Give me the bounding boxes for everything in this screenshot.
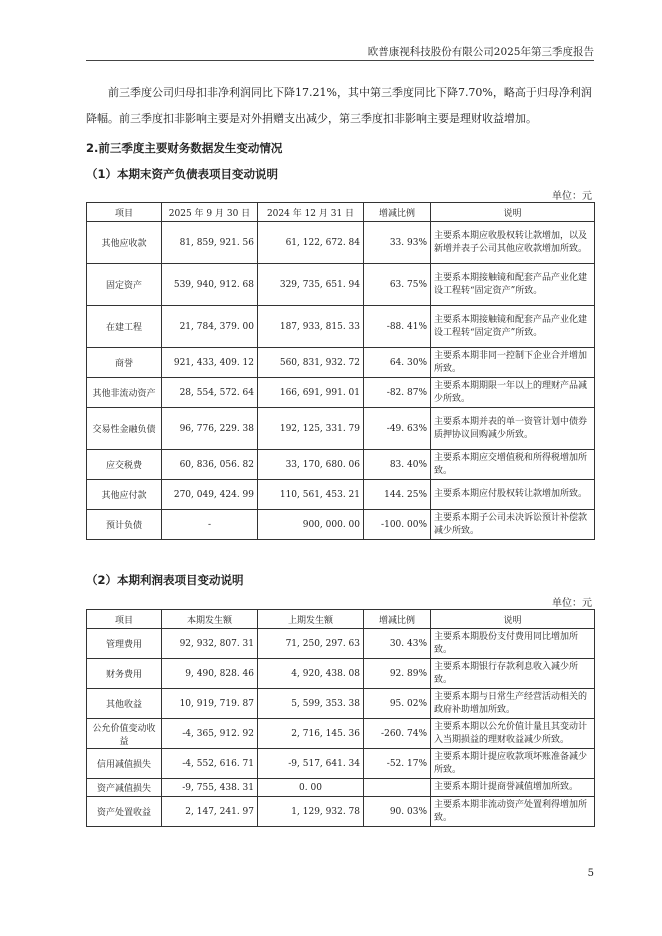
table-row	[87, 659, 595, 689]
balance-unit: 单位：元	[552, 191, 592, 202]
cell-change: 92. 89%	[364, 659, 431, 689]
cell-note: 主要系本期银行存款利息收入减少所致。	[431, 659, 595, 689]
cell-current: -	[162, 510, 258, 540]
balance-table	[86, 202, 595, 540]
cell-change: -100. 00%	[364, 510, 431, 540]
cell-current: 2, 147, 241. 97	[162, 797, 258, 827]
cell-change: -52. 17%	[364, 749, 431, 779]
cell-current: 539, 940, 912. 68	[162, 264, 258, 306]
cell-current: 9, 490, 828. 46	[162, 659, 258, 689]
cell-previous: 192, 125, 331. 79	[258, 408, 364, 450]
page-header: 欧普康视科技股份有限公司2025年第三季度报告	[86, 44, 594, 61]
cell-change: 95. 02%	[364, 689, 431, 719]
intro-paragraph: 前三季度公司归母扣非净利润同比下降17.21%，其中第三季度同比下降7.70%，略高于归母净利润降幅。前三季度扣非影响主要是对外捐赠支出减少，第三季度扣非影响主要是理财收益增加。	[86, 86, 592, 125]
balance-section-title: （1）本期末资产负债表项目变动说明	[86, 167, 278, 181]
table-row	[87, 348, 595, 378]
cell-change: 33. 93%	[364, 222, 431, 264]
cell-change	[364, 779, 431, 797]
col-item: 项目	[87, 203, 162, 222]
cell-change: -260. 74%	[364, 719, 431, 749]
cell-change: 83. 40%	[364, 450, 431, 480]
table-row	[87, 222, 595, 264]
cell-current: 81, 859, 921. 56	[162, 222, 258, 264]
cell-item: 财务费用	[87, 659, 162, 689]
cell-current: -4, 365, 912. 92	[162, 719, 258, 749]
cell-note: 主要系本期应交增值税和所得税增加所致。	[431, 450, 595, 480]
cell-previous: 166, 691, 991. 01	[258, 378, 364, 408]
table-row	[87, 480, 595, 510]
cell-previous: 4, 920, 438. 08	[258, 659, 364, 689]
cell-item: 资产处置收益	[87, 797, 162, 827]
income-section-title: （2）本期利润表项目变动说明	[86, 573, 244, 587]
balance-header-row	[87, 203, 595, 222]
table-row	[87, 450, 595, 480]
section-2-title: 2.前三季度主要财务数据发生变动情况	[86, 141, 283, 155]
cell-item: 商誉	[87, 348, 162, 378]
cell-item: 其他非流动资产	[87, 378, 162, 408]
cell-previous: 110, 561, 453. 21	[258, 480, 364, 510]
cell-note: 主要系本期应收股权转让款增加，以及新增并表子公司其他应收款增加所致。	[431, 222, 595, 264]
cell-change: 90. 03%	[364, 797, 431, 827]
col-note: 说明	[431, 203, 595, 222]
cell-previous: 2, 716, 145. 36	[258, 719, 364, 749]
cell-note: 主要系本期股份支付费用同比增加所致。	[431, 629, 595, 659]
cell-current: 21, 784, 379. 00	[162, 306, 258, 348]
cell-previous: 329, 735, 651. 94	[258, 264, 364, 306]
cell-item: 应交税费	[87, 450, 162, 480]
cell-note: 主要系本期接触镜和配套产品产业化建设工程转“固定资产”所致。	[431, 306, 595, 348]
cell-item: 其他应收款	[87, 222, 162, 264]
cell-note: 主要系本期与日常生产经营活动相关的政府补助增加所致。	[431, 689, 595, 719]
cell-previous: 0. 00	[258, 779, 364, 797]
page-number: 5	[587, 868, 594, 879]
cell-previous: 560, 831, 932. 72	[258, 348, 364, 378]
cell-previous: 900, 000. 00	[258, 510, 364, 540]
cell-item: 信用减值损失	[87, 749, 162, 779]
cell-current: 28, 554, 572. 64	[162, 378, 258, 408]
table-row	[87, 264, 595, 306]
cell-change: 64. 30%	[364, 348, 431, 378]
cell-note: 主要系本期计提应收款项坏账准备减少所致。	[431, 749, 595, 779]
cell-previous: 5, 599, 353. 38	[258, 689, 364, 719]
cell-change: -49. 63%	[364, 408, 431, 450]
income-header-row	[87, 610, 595, 629]
cell-note: 主要系本期以公允价值计量且其变动计入当期损益的理财收益减少所致。	[431, 719, 595, 749]
col-previous: 2024 年 12 月 31 日	[258, 203, 364, 222]
cell-previous: -9, 517, 641. 34	[258, 749, 364, 779]
cell-item: 资产减值损失	[87, 779, 162, 797]
cell-change: -88. 41%	[364, 306, 431, 348]
income-table	[86, 609, 595, 827]
cell-previous: 71, 250, 297. 63	[258, 629, 364, 659]
cell-item: 在建工程	[87, 306, 162, 348]
table-row	[87, 408, 595, 450]
col-previous: 上期发生额	[258, 610, 364, 629]
cell-item: 固定资产	[87, 264, 162, 306]
table-row	[87, 306, 595, 348]
cell-note: 主要系本期应付股权转让款增加所致。	[431, 480, 595, 510]
table-row	[87, 378, 595, 408]
cell-change: 30. 43%	[364, 629, 431, 659]
cell-previous: 61, 122, 672. 84	[258, 222, 364, 264]
table-row	[87, 629, 595, 659]
cell-item: 其他收益	[87, 689, 162, 719]
cell-current: 60, 836, 056. 82	[162, 450, 258, 480]
col-change: 增减比例	[364, 610, 431, 629]
cell-note: 主要系本期并表的单一资管计划中债券质押协议回购减少所致。	[431, 408, 595, 450]
table-row	[87, 510, 595, 540]
cell-change: -82. 87%	[364, 378, 431, 408]
cell-current: 92, 932, 807. 31	[162, 629, 258, 659]
cell-note: 主要系本期接触镜和配套产品产业化建设工程转“固定资产”所致。	[431, 264, 595, 306]
cell-change: 144. 25%	[364, 480, 431, 510]
cell-note: 主要系本期非同一控制下企业合并增加所致。	[431, 348, 595, 378]
cell-current: 10, 919, 719. 87	[162, 689, 258, 719]
cell-previous: 187, 933, 815. 33	[258, 306, 364, 348]
cell-item: 公允价值变动收益	[87, 719, 162, 749]
col-current: 本期发生额	[162, 610, 258, 629]
table-row	[87, 797, 595, 827]
col-change: 增减比例	[364, 203, 431, 222]
table-row	[87, 689, 595, 719]
cell-current: -4, 552, 616. 71	[162, 749, 258, 779]
cell-item: 交易性金融负债	[87, 408, 162, 450]
table-row	[87, 749, 595, 779]
income-unit: 单位：元	[552, 598, 592, 609]
table-row	[87, 719, 595, 749]
cell-note: 主要系本期计提商誉减值增加所致。	[431, 779, 595, 797]
cell-note: 主要系本期期限一年以上的理财产品减少所致。	[431, 378, 595, 408]
table-row	[87, 779, 595, 797]
cell-current: 270, 049, 424. 99	[162, 480, 258, 510]
cell-previous: 33, 170, 680. 06	[258, 450, 364, 480]
cell-current: -9, 755, 438. 31	[162, 779, 258, 797]
cell-item: 预计负债	[87, 510, 162, 540]
cell-current: 921, 433, 409. 12	[162, 348, 258, 378]
cell-item: 管理费用	[87, 629, 162, 659]
col-note: 说明	[431, 610, 595, 629]
col-current: 2025 年 9 月 30 日	[162, 203, 258, 222]
cell-item: 其他应付款	[87, 480, 162, 510]
cell-current: 96, 776, 229. 38	[162, 408, 258, 450]
cell-previous: 1, 129, 932. 78	[258, 797, 364, 827]
col-item: 项目	[87, 610, 162, 629]
cell-note: 主要系本期非流动资产处置利得增加所致。	[431, 797, 595, 827]
cell-change: 63. 75%	[364, 264, 431, 306]
cell-note: 主要系本期子公司未决诉讼预计补偿款减少所致。	[431, 510, 595, 540]
